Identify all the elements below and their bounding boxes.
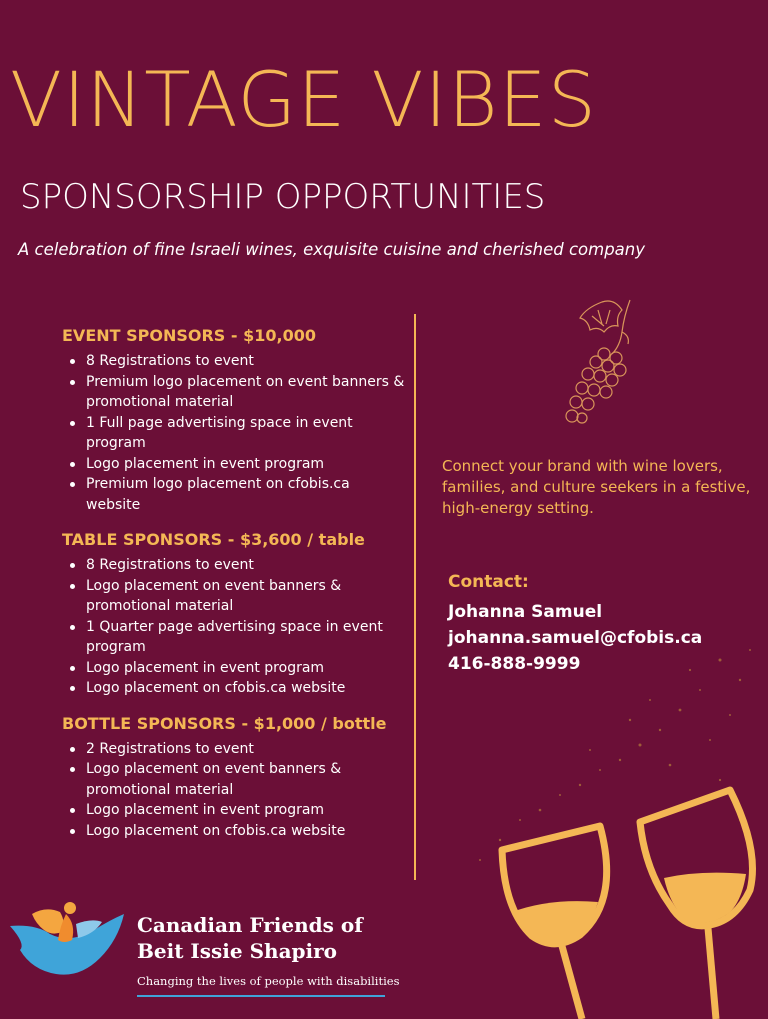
tier-heading: EVENT SPONSORS - $10,000 — [62, 326, 316, 345]
column-divider — [414, 314, 416, 880]
grapes-icon — [552, 296, 638, 432]
contact-name: Johanna Samuel — [448, 602, 603, 622]
benefit-item: 1 Quarter page advertising space in event program — [62, 617, 407, 658]
contact-heading: Contact: — [448, 572, 529, 592]
tier-benefits — [62, 555, 407, 699]
benefit-item: Logo placement in event program — [62, 658, 407, 679]
tier-heading: BOTTLE SPONSORS - $1,000 / bottle — [62, 713, 387, 733]
benefit-item: Logo placement on cfobis.ca website — [62, 678, 407, 699]
tier-bottle — [62, 714, 407, 842]
org-name — [137, 912, 363, 964]
event-tagline: A celebration of fine Israeli wines, exquisite cuisine and cherished company — [18, 240, 645, 259]
event-subtitle: SPONSORSHIP OPPORTUNITIES — [20, 177, 546, 217]
org-name-line1: Canadian Friends of — [137, 913, 363, 937]
tier-heading: TABLE SPONSORS - $3,600 / table — [62, 530, 365, 549]
benefit-item: Premium logo placement on event banners & promotional material — [62, 372, 407, 413]
benefit-item: Logo placement on cfobis.ca website — [62, 821, 407, 842]
tier-table — [62, 530, 407, 699]
org-tagline: Changing the lives of people with disabilities — [137, 974, 400, 988]
benefit-item: Logo placement in event program — [62, 454, 407, 475]
benefit-item: 8 Registrations to event — [62, 351, 407, 372]
tier-benefits — [62, 739, 407, 842]
benefit-item: 8 Registrations to event — [62, 555, 407, 576]
event-title: VINTAGE VIBES — [10, 55, 597, 144]
sponsor-tiers — [62, 326, 407, 856]
benefit-item: 2 Registrations to event — [62, 739, 407, 760]
benefit-item: 1 Full page advertising space in event program — [62, 413, 407, 454]
org-underline — [137, 995, 385, 997]
benefit-item: Logo placement on event banners & promotional material — [62, 759, 407, 800]
benefit-item: Premium logo placement on cfobis.ca website — [62, 474, 407, 515]
connect-blurb: Connect your brand with wine lovers, families, and culture seekers in a festive, high-energy setting. — [442, 457, 751, 517]
contact-phone[interactable]: 416-888-9999 — [448, 654, 581, 674]
bird-logo-icon — [6, 900, 130, 980]
wine-glasses-icon — [480, 770, 768, 1019]
contact-email[interactable]: johanna.samuel@cfobis.ca — [448, 628, 703, 648]
tier-event — [62, 326, 407, 515]
benefit-item: Logo placement on event banners & promotional material — [62, 576, 407, 617]
tier-benefits — [62, 351, 407, 515]
benefit-item: Logo placement in event program — [62, 800, 407, 821]
org-name-line2: Beit Issie Shapiro — [137, 939, 337, 963]
